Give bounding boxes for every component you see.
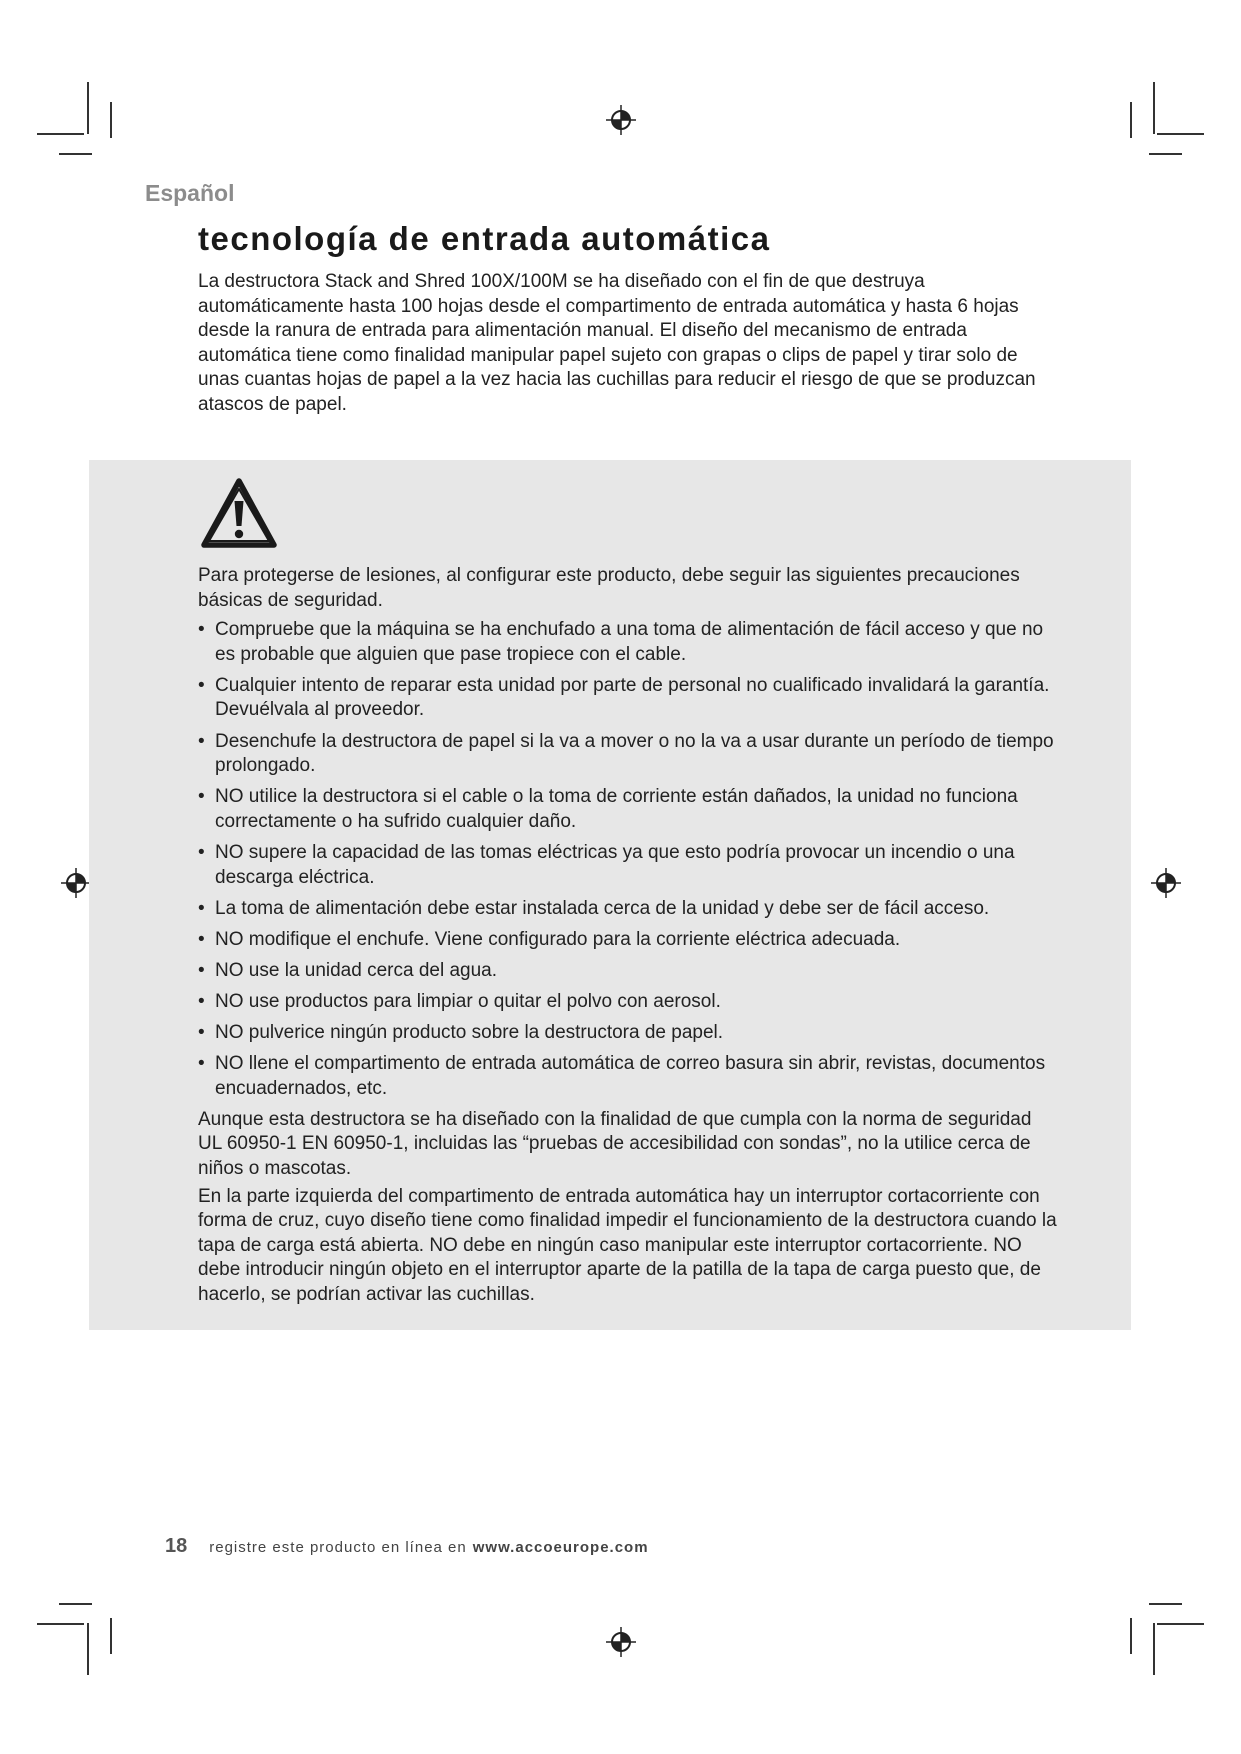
precautions-lead: Para protegerse de lesiones, al configurar este producto, debe seguir las siguientes precauciones básicas de seguridad. — [198, 565, 1020, 611]
page-number: 18 — [165, 1535, 188, 1557]
interlock-switch-note: En la parte izquierda del compartimento de entrada automática hay un interruptor cortacorriente con forma de cruz, cuyo diseño tiene como finalidad impedir el funcionamiento de la destructora cuando la tapa de carga está abierta. NO debe en ningún caso manipular este interruptor cortacorriente. NO debe introducir ningún objeto en el interruptor aparte de la patilla de la tapa de carga puesto que, de hacerlo, se podrían activar las cuchillas. — [198, 1185, 1057, 1305]
list-item: • NO llene el compartimento de entrada automática de correo basura sin abrir, revistas, documentos encuadernados, etc. — [198, 1052, 1058, 1101]
list-item: • Compruebe que la máquina se ha enchufado a una toma de alimentación de fácil acceso y que no es probable que alguien que pase tropiece con el cable. — [198, 618, 1058, 667]
intro-paragraph: La destructora Stack and Shred 100X/100M se ha diseñado con el fin de que destruya automáticamente hasta 100 hojas desde el compartimento de entrada automática y hasta 6 hojas desde la ranura de entrada para alimentación manual. El diseño del mecanismo de entrada automática tiene como finalidad manipular papel sujeto con grapas o clips de papel y tirar solo de unas cuantas hojas de papel a la vez hacia las cuchillas para reducir el riesgo de que se produzcan atascos de papel. — [198, 271, 1036, 415]
list-item: • Cualquier intento de reparar esta unidad por parte de personal no cualificado invalidará la garantía. Devuélvala al proveedor. — [198, 674, 1058, 723]
footer-url-link[interactable]: www.accoeurope.com — [472, 1539, 649, 1556]
footer-text: registre este producto en línea en — [209, 1539, 467, 1556]
list-item: • NO use la unidad cerca del agua. — [198, 959, 1058, 984]
list-item: • Desenchufe la destructora de papel si la va a mover o no la va a usar durante un período de tiempo prolongado. — [198, 730, 1058, 779]
registration-mark-icon — [606, 1627, 636, 1657]
registration-mark-icon — [606, 105, 636, 135]
list-item: • NO pulverice ningún producto sobre la destructora de papel. — [198, 1021, 1058, 1046]
safety-precautions — [198, 564, 1058, 1308]
safety-standard-note: Aunque esta destructora se ha diseñado con la finalidad de que cumpla con la norma de seguridad UL 60950-1 EN 60950-1, incluidas las “pruebas de accesibilidad con sondas”, no la utilice cerca de niños o mascotas. — [198, 1108, 1032, 1179]
safety-warning-box — [89, 460, 1131, 1330]
list-item: • NO modifique el enchufe. Viene configurado para la corriente eléctrica adecuada. — [198, 928, 1058, 953]
list-item: • NO use productos para limpiar o quitar el polvo con aerosol. — [198, 990, 1058, 1015]
registration-mark-icon — [1151, 868, 1181, 898]
list-item: • NO supere la capacidad de las tomas eléctricas ya que esto podría provocar un incendio o una descarga eléctrica. — [198, 841, 1058, 890]
language-label: Español — [145, 180, 235, 206]
registration-mark-icon — [61, 868, 91, 898]
list-item: • NO utilice la destructora si el cable o la toma de corriente están dañados, la unidad no funciona correctamente o ha sufrido cualquier daño. — [198, 785, 1058, 834]
precautions-list — [198, 618, 1058, 1101]
warning-triangle-icon — [199, 476, 279, 550]
page-footer — [165, 1535, 649, 1558]
list-item: • La toma de alimentación debe estar instalada cerca de la unidad y debe ser de fácil acceso. — [198, 897, 1058, 922]
page-title: tecnología de entrada automática — [198, 220, 771, 257]
